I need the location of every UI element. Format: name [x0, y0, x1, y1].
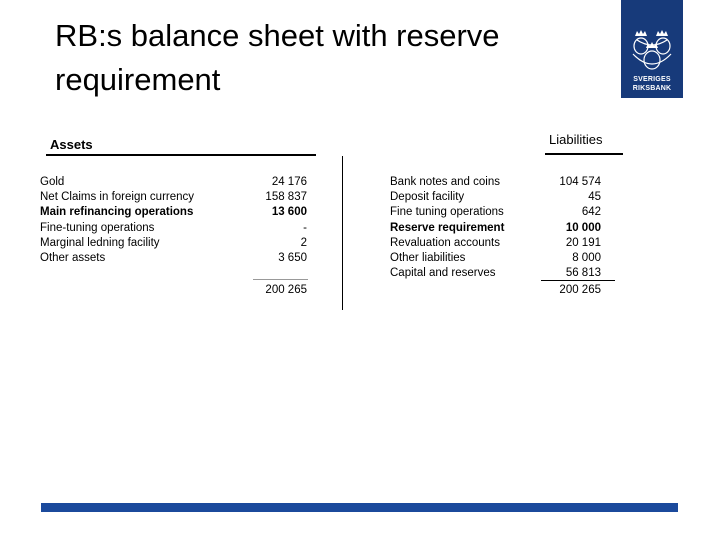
footer-bar: [41, 503, 678, 512]
header-rule-right: [545, 153, 623, 155]
assets-heading: Assets: [50, 137, 93, 152]
liabilities-row-name: Fine tuning operations: [390, 206, 504, 219]
liabilities-row-value: 56 813: [565, 267, 601, 280]
slide-title: [55, 14, 615, 102]
liabilities-row-name: Reserve requirement: [390, 221, 505, 234]
assets-row-name: Marginal ledning facility: [40, 236, 160, 249]
riksbank-logo: [621, 0, 683, 98]
assets-row-value: 158 837: [265, 191, 307, 204]
assets-row-name: Net Claims in foreign currency: [40, 191, 195, 204]
liabilities-row-name: Other liabilities: [390, 252, 466, 264]
liabilities-row-name: Bank notes and coins: [390, 176, 500, 188]
assets-total: 200 265: [265, 284, 307, 296]
logo-text-line-2: RIKSBANK: [632, 85, 672, 92]
assets-row-value: -: [303, 221, 307, 234]
liabilities-row-value: 104 574: [559, 176, 601, 188]
slide-title-line-1: RB:s balance sheet with reserve: [55, 18, 500, 53]
liabilities-heading: Liabilities: [549, 132, 603, 147]
liabilities-row-name: Capital and reserves: [390, 267, 496, 280]
logo-text-line-1: SVERIGES: [633, 76, 671, 83]
assets-row-name: Gold: [40, 176, 65, 188]
slide-title-line-2: requirement: [55, 62, 221, 97]
header-rule-left: [46, 154, 316, 156]
liabilities-sum-rule: [541, 280, 615, 281]
liabilities-row-name: Deposit facility: [390, 191, 465, 204]
assets-row-name: Main refinancing operations: [40, 206, 194, 219]
assets-row-value: 2: [300, 236, 307, 249]
liabilities-row-value: 45: [588, 191, 601, 204]
liabilities-row-value: 10 000: [565, 221, 601, 234]
assets-row-value: 13 600: [271, 206, 307, 219]
crest-icon: [621, 0, 683, 98]
assets-row-value: 24 176: [271, 176, 307, 188]
liabilities-row-name: Revaluation accounts: [390, 236, 500, 249]
assets-row-name: Fine-tuning operations: [40, 221, 155, 234]
assets-sum-rule: [253, 279, 308, 280]
liabilities-row-value: 642: [581, 206, 601, 219]
liabilities-row-value: 20 191: [565, 236, 601, 249]
assets-row-value: 3 650: [278, 252, 307, 264]
liabilities-row-value: 8 000: [572, 252, 601, 264]
assets-row-name: Other assets: [40, 252, 106, 264]
liabilities-total: 200 265: [559, 284, 601, 296]
t-account-divider: [342, 156, 343, 310]
